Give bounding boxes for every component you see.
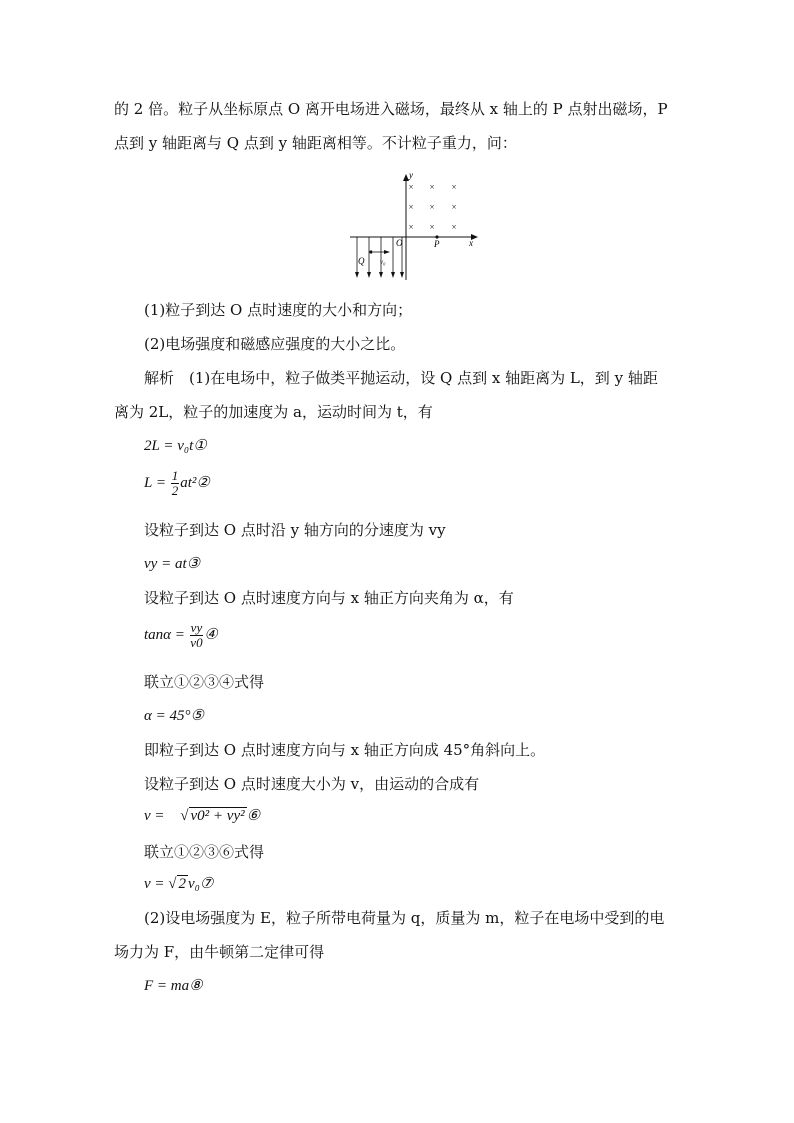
question-1: (1)粒子到达 O 点时速度的大小和方向；	[144, 301, 413, 319]
equation-7-right: v₀⑦	[188, 876, 214, 892]
velocity-arrowhead	[384, 250, 390, 254]
fraction-numerator: 1	[171, 468, 179, 484]
equation-7	[144, 874, 213, 894]
intro-line-1: 的 2 倍。粒子从坐标原点 O 离开电场进入磁场，最终从 x 轴上的 P 点射出磁场，P	[114, 100, 668, 118]
cross-mark: ×	[429, 222, 435, 232]
cross-mark: ×	[408, 222, 414, 232]
v0-label: v₀	[380, 258, 386, 266]
equation-6	[144, 806, 260, 826]
equation-4	[144, 618, 218, 652]
point-q-label: Q	[358, 256, 365, 266]
fraction-numerator: vy	[190, 620, 203, 636]
origin-label: O	[396, 238, 403, 248]
combine-1: 联立①②③④式得	[144, 673, 265, 691]
equation-6-right: ⑥	[246, 808, 261, 824]
equation-1: 2L = v₀t①	[144, 438, 207, 454]
equation-8: F = ma⑧	[144, 978, 203, 994]
speed-intro: 设粒子到达 O 点时速度大小为 v，由运动的合成有	[144, 775, 480, 793]
y-axis-label: y	[409, 170, 413, 180]
part-2-line-1: (2)设电场强度为 E，粒子所带电荷量为 q，质量为 m，粒子在电场中受到的电	[144, 909, 665, 927]
equation-2-fraction	[171, 469, 180, 498]
part-2-line-2: 场力为 F，由牛顿第二定律可得	[114, 943, 325, 961]
solution-intro-line-2: 离为 2L，粒子的加速度为 a，运动时间为 t，有	[114, 403, 433, 421]
cross-mark: ×	[451, 222, 457, 232]
angle-intro: 设粒子到达 O 点时速度方向与 x 轴正方向夹角为 α，有	[144, 589, 514, 607]
fraction-denominator: v0	[190, 635, 203, 651]
equation-2-left: L =	[144, 475, 166, 491]
solution-intro-line-1: 解析 (1)在电场中，粒子做类平抛运动，设 Q 点到 x 轴距离为 L，到 y 轴距	[144, 369, 658, 387]
equation-2	[144, 466, 210, 500]
cross-mark: ×	[429, 182, 435, 192]
equation-3: vy = at③	[144, 556, 201, 572]
cross-mark: ×	[408, 202, 414, 212]
sqrt-sign: √	[180, 808, 189, 824]
sqrt-radicand: 2	[178, 876, 187, 892]
magnetic-field-crosses	[408, 182, 456, 232]
x-axis-label: x	[469, 238, 473, 248]
equation-7-left: v =	[144, 876, 165, 892]
sqrt-radicand: v0² + vy²	[190, 808, 245, 824]
point-p-label: P	[434, 239, 440, 249]
direction-statement: 即粒子到达 O 点时速度方向与 x 轴正方向成 45°角斜向上。	[144, 741, 546, 759]
field-diagram	[346, 166, 486, 282]
cross-mark: ×	[429, 202, 435, 212]
combine-2: 联立①②③⑥式得	[144, 843, 265, 861]
equation-4-right: ④	[204, 627, 218, 643]
intro-line-2: 点到 y 轴距离与 Q 点到 y 轴距离相等。不计粒子重力，问：	[114, 134, 517, 152]
equation-4-fraction	[190, 621, 204, 650]
cross-mark: ×	[451, 182, 457, 192]
point-q	[369, 250, 372, 253]
vy-intro: 设粒子到达 O 点时沿 y 轴方向的分速度为 vy	[144, 521, 446, 539]
equation-2-right: at²②	[180, 475, 210, 491]
equation-4-left: tanα =	[144, 627, 185, 643]
equation-6-left: v =	[144, 808, 165, 824]
sqrt-sign: √	[168, 876, 177, 892]
cross-mark: ×	[408, 182, 414, 192]
cross-mark: ×	[451, 202, 457, 212]
question-2: (2)电场强度和磁感应强度的大小之比。	[144, 335, 406, 353]
equation-5: α = 45°⑤	[144, 708, 204, 724]
fraction-denominator: 2	[171, 483, 179, 499]
